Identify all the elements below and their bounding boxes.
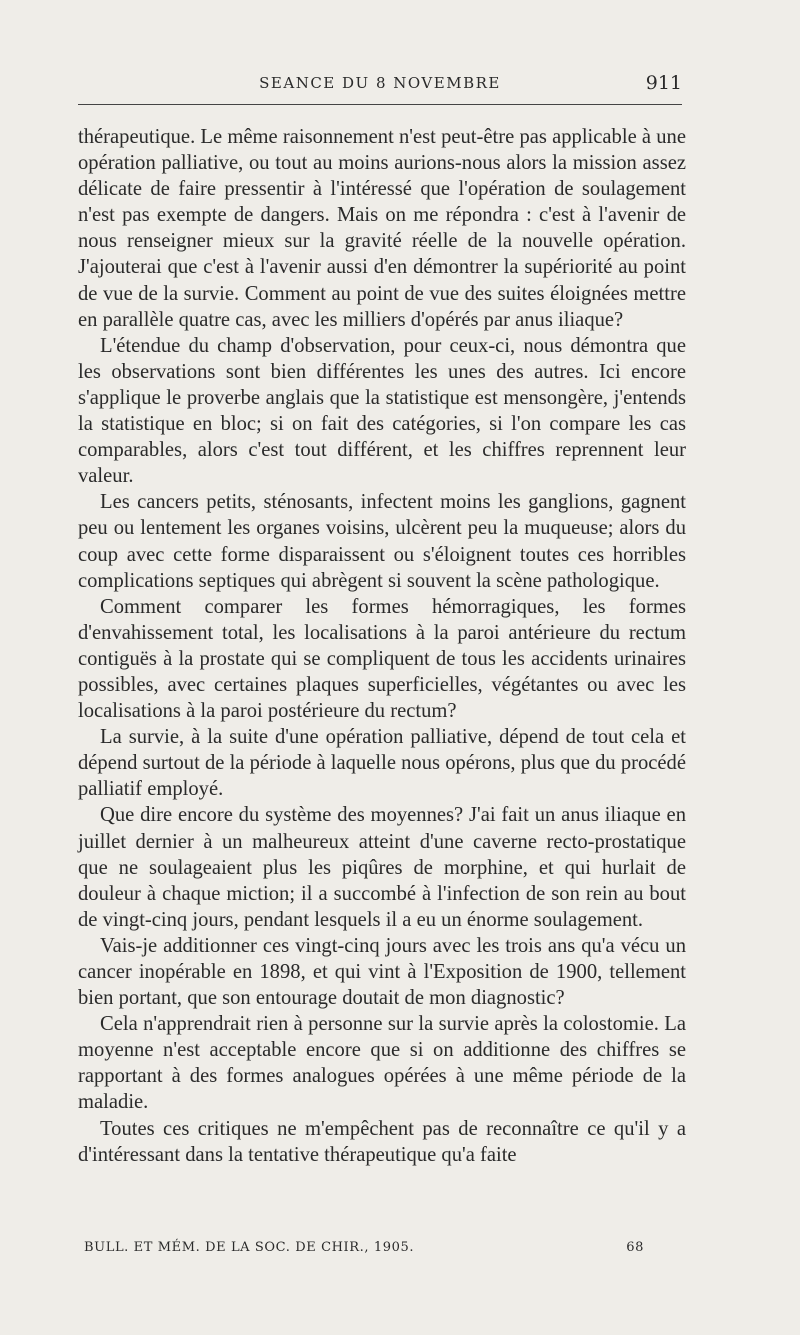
running-head xyxy=(78,74,682,98)
paragraph: La survie, à la suite d'une opération palliative, dépend de tout cela et dépend surtout de la période à laquelle nous opérons, plus que du procédé palliatif employé. xyxy=(78,726,686,801)
paragraph: Comment comparer les formes hémorragiques, les formes d'envahissement total, les localisations à la paroi antérieure du rectum contiguës à la prostate qui se compliquent de tous les accidents urinaires possibles, avec certaines plaques superficielles, végétantes ou avec les localisations à la paroi postérieure du rectum? xyxy=(78,595,686,723)
paragraph: thérapeutique. Le même raisonnement n'est peut-être pas applicable à une opération palliative, ou tout au moins aurions-nous alors la mission assez délicate de faire pressentir à l'intéressé que l'opération de soulagement n'est pas exempte de dangers. Mais on me répondra : c'est à l'avenir de nous renseigner mieux sur la gravité réelle de la nouvelle opération. J'ajouterai que c'est à l'avenir aussi d'en démontrer la supériorité au point de vue de la survie. Comment au point de vue des suites éloignées mettre en parallèle quatre cas, avec les milliers d'opérés par anus iliaque? xyxy=(78,126,686,331)
paragraph: L'étendue du champ d'observation, pour ceux-ci, nous démontra que les observations sont bien différentes les unes des autres. Ici encore s'applique le proverbe anglais que la statistique est mensongère, j'entends la statistique en bloc; si on fait des catégories, si l'on compare les cas comparables, alors c'est tout différent, et les chiffres reprennent leur valeur. xyxy=(78,334,686,488)
paragraph: Toutes ces critiques ne m'empêchent pas de reconnaître ce qu'il y a d'intéressant dans la tentative thérapeutique qu'a faite xyxy=(78,1117,686,1166)
body-text xyxy=(78,124,686,1168)
running-title: SEANCE DU 8 NOVEMBRE xyxy=(259,74,501,92)
journal-reference: BULL. ET MÉM. DE LA SOC. DE CHIR., 1905. xyxy=(84,1240,415,1255)
page-number: 911 xyxy=(645,72,682,94)
paragraph: Que dire encore du système des moyennes? J'ai fait un anus iliaque en juillet dernier à un malheureux atteint d'une caverne recto-prostatique que ne soulageaient plus les piqûres de morphine, et qui hurlait de douleur à chaque miction; il a succombé à l'infection de son rein au bout de vingt-cinq jours, pendant lesquels il a eu un énorme soulagement. xyxy=(78,804,686,931)
page-footer xyxy=(84,1240,644,1260)
paragraph: Les cancers petits, sténosants, infectent moins les ganglions, gagnent peu ou lentement les organes voisins, ulcèrent peu la muqueuse; alors du coup avec cette forme disparaissent ou s'éloignent toutes ces horribles complications septiques qui abrègent si souvent la scène pathologique. xyxy=(78,491,686,592)
paragraph: Vais-je additionner ces vingt-cinq jours avec les trois ans qu'a vécu un cancer inopérable en 1898, et qui vint à l'Exposition de 1900, tellement bien portant, que son entourage doutait de mon diagnostic? xyxy=(78,934,686,1010)
paragraph: Cela n'apprendrait rien à personne sur la survie après la colostomie. La moyenne n'est acceptable encore que si on additionne des chiffres se rapportant à des formes analogues opérées à une même période de la maladie. xyxy=(78,1013,686,1114)
signature-mark: 68 xyxy=(626,1240,644,1255)
header-rule xyxy=(78,104,682,105)
